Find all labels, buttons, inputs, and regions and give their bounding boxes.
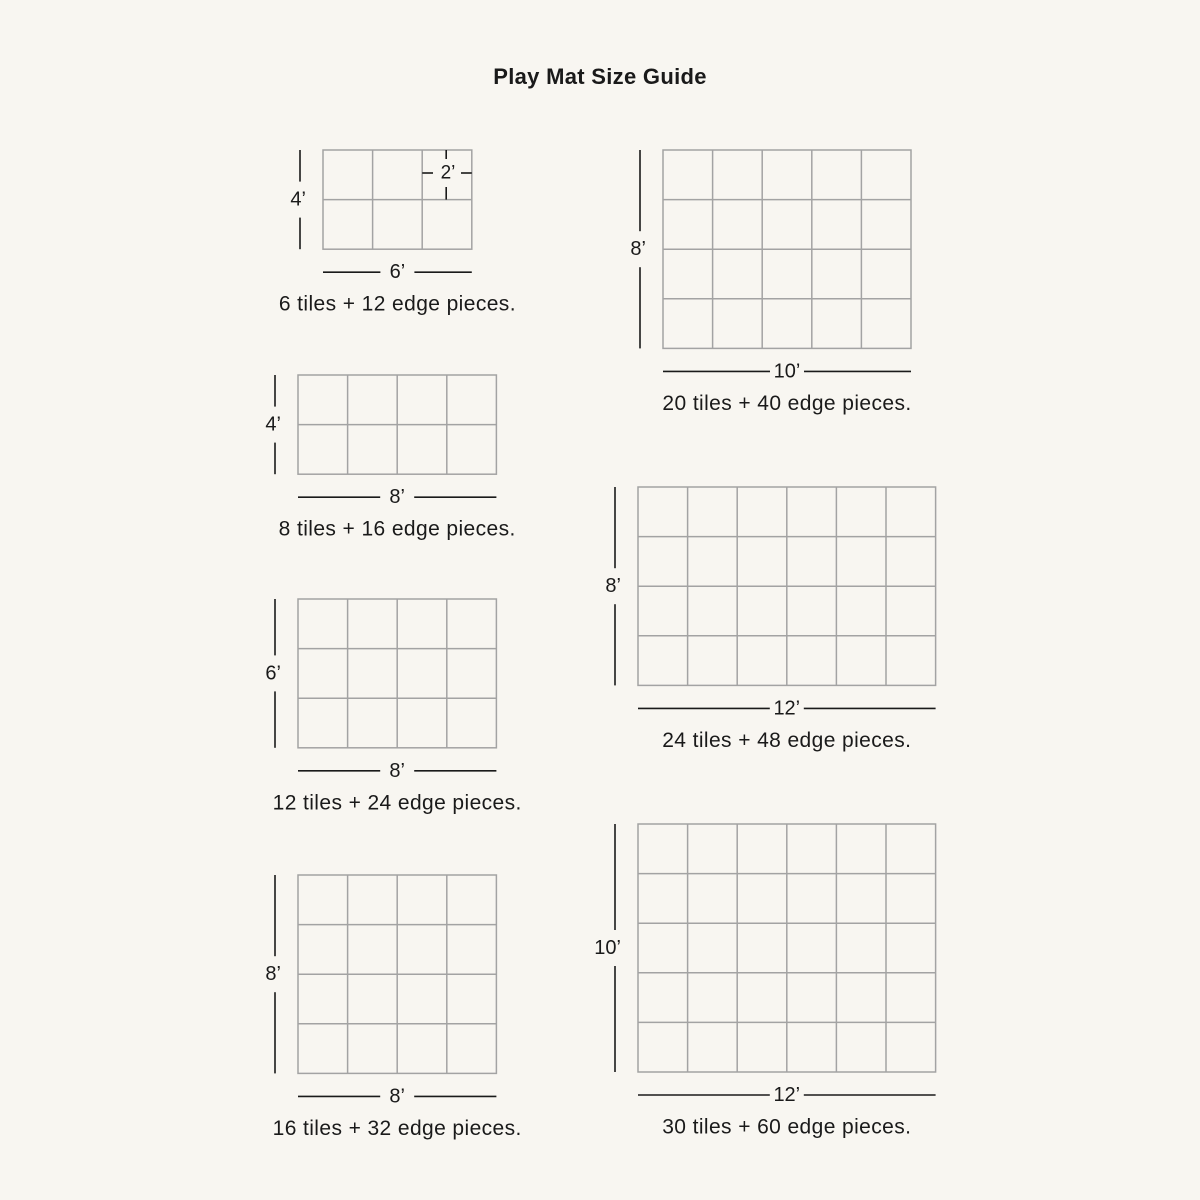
mat-10x8	[630, 150, 911, 415]
mat-caption: 30 tiles + 60 edge pieces.	[662, 1115, 912, 1139]
width-label: 12’	[773, 1084, 801, 1106]
height-label: 8’	[265, 963, 281, 986]
mat-12x10	[594, 824, 935, 1139]
height-label: 8’	[605, 575, 621, 598]
mat-8x6	[265, 599, 521, 814]
width-label: 8’	[389, 759, 405, 782]
page-title: Play Mat Size Guide	[493, 64, 707, 89]
width-label: 10’	[773, 360, 801, 383]
mat-12x8	[605, 487, 935, 752]
height-label: 10’	[594, 937, 621, 959]
mat-caption: 6 tiles + 12 edge pieces.	[278, 292, 516, 316]
width-label: 8’	[389, 486, 405, 509]
width-label: 6’	[389, 261, 406, 284]
mat-caption: 8 tiles + 16 edge pieces.	[278, 517, 516, 541]
height-label: 8’	[630, 238, 646, 261]
mat-caption: 16 tiles + 32 edge pieces.	[272, 1116, 522, 1140]
width-label: 12’	[773, 697, 801, 720]
tile-size-label: 2’	[440, 162, 456, 184]
height-label: 4’	[290, 188, 306, 211]
mat-8x4	[265, 375, 515, 541]
width-label: 8’	[389, 1085, 405, 1108]
mat-6x4	[279, 150, 516, 316]
height-label: 4’	[265, 413, 281, 436]
tile-size-callout	[422, 150, 472, 200]
mat-caption: 24 tiles + 48 edge pieces.	[662, 728, 912, 752]
mat-8x8	[265, 875, 521, 1140]
mat-caption: 20 tiles + 40 edge pieces.	[662, 391, 912, 415]
height-label: 6’	[265, 662, 281, 685]
mat-caption: 12 tiles + 24 edge pieces.	[272, 791, 522, 815]
